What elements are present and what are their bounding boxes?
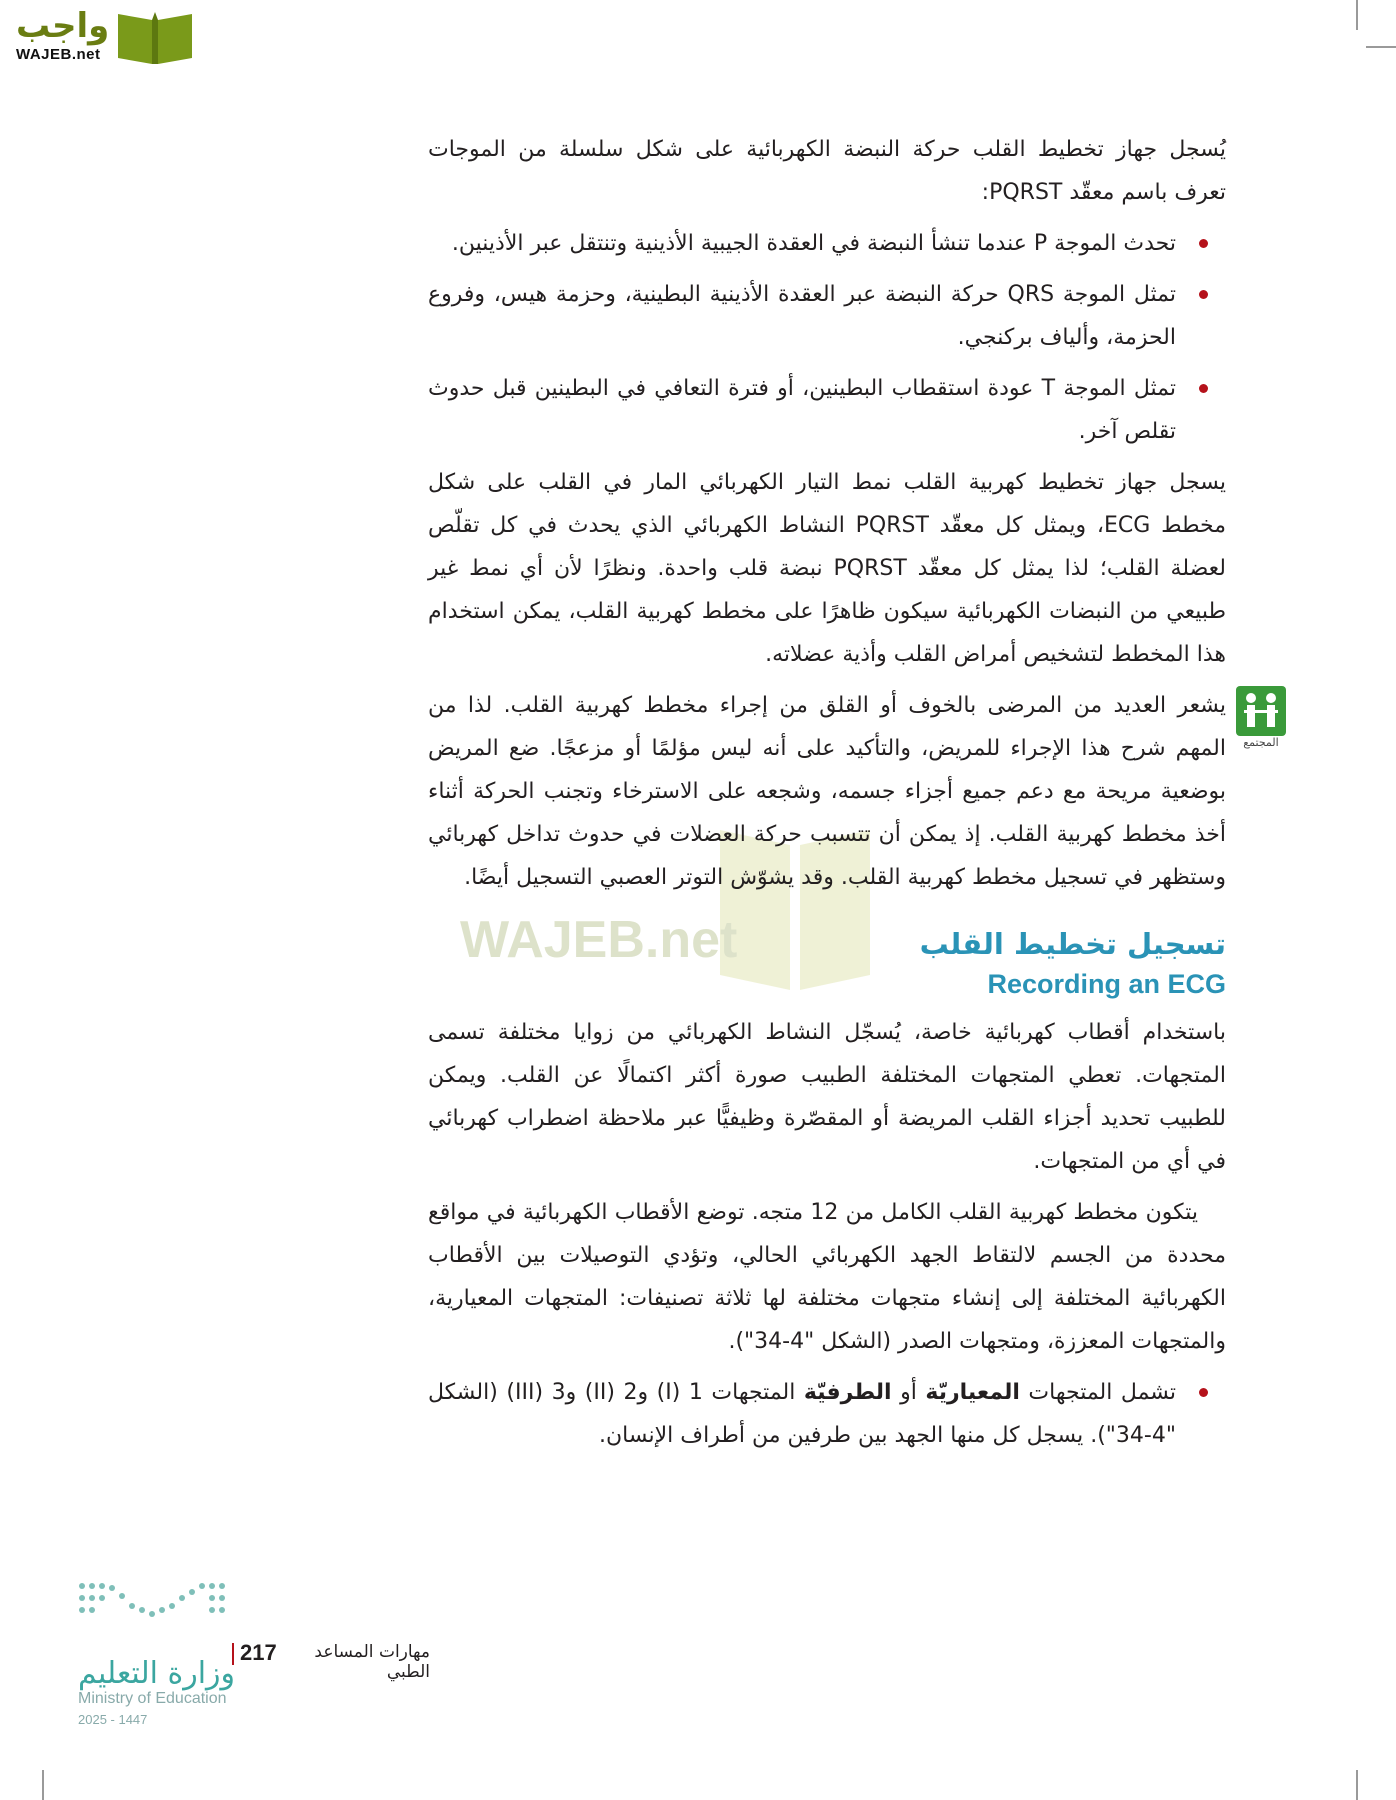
- logo-word: واجب: [16, 6, 110, 46]
- bold-term: المعياريّة: [925, 1380, 1020, 1405]
- crop-mark: [1356, 1770, 1358, 1800]
- people-icon: [1236, 686, 1286, 736]
- ministry-name-en: Ministry of Education: [78, 1690, 227, 1707]
- bullet-text: المتجهات 1 (I) و2 (II) و3 (III) (الشكل "4-34"). يسجل كل منها الجهد بين طرفين من أطراف الإنسان.: [428, 1380, 1176, 1448]
- crop-mark: [1356, 0, 1358, 30]
- footer: [70, 1580, 430, 1730]
- section-title-en: Recording an ECG: [987, 969, 1226, 999]
- paragraph: يتكون مخطط كهربية القلب الكامل من 12 متجه. توضع الأقطاب الكهربائية في مواقع محددة من الجسم لالتقاط الجهد الكهربائي الحالي، وتؤدي التوصيلات بين الأقطاب الكهربائية المختلفة إلى إنشاء متجهات مختلفة لها ثلاثة تصنيفات: المتجهات المعيارية، والمتجهات المعززة، ومتجهات الصدر (الشكل "4-34").: [428, 1200, 1226, 1354]
- main-content: [428, 128, 1279, 1465]
- crop-mark: [1366, 46, 1396, 48]
- paragraph: يسجل جهاز تخطيط كهربية القلب نمط التيار الكهربائي المار في القلب على شكل مخطط ECG، ويمثل كل معقّد PQRST النشاط الكهربائي الذي يحدث في كل تقلّص لعضلة القلب؛ لذا يمثل كل معقّد PQRST نبضة قلب واحدة. ونظرًا لأن أي نمط غير طبيعي من النبضات الكهربائية سيكون ظاهرًا على مخطط كهربية القلب، يمكن استخدام هذا المخطط لتشخيص أمراض القلب وأذية عضلاته.: [428, 470, 1226, 667]
- book-icon: [114, 6, 196, 66]
- ministry-year: 2025 - 1447: [78, 1712, 148, 1727]
- community-block: [428, 684, 1279, 899]
- community-icon-box: [1236, 686, 1286, 736]
- bullet-list: [428, 1371, 1226, 1457]
- logo-sub: WAJEB.net: [16, 46, 101, 63]
- ministry-name-ar: وزارة التعليم: [78, 1656, 236, 1691]
- bullet-text: أو: [891, 1380, 926, 1405]
- community-label: المجتمع: [1243, 736, 1279, 749]
- book-title: مهارات المساعد الطبي: [314, 1642, 430, 1682]
- section-title-ar: تسجيل تخطيط القلب: [919, 927, 1226, 961]
- crop-mark: [42, 1770, 44, 1800]
- list-item: تحدث الموجة P عندما تنشأ النبضة في العقدة الجيبية الأذينية وتنتقل عبر الأذينين.: [428, 222, 1176, 265]
- page-number: 217: [240, 1640, 277, 1665]
- bullet-text: تشمل المتجهات: [1019, 1380, 1177, 1405]
- watermark-text: WAJEB.net: [460, 911, 738, 969]
- bullet-list: [428, 222, 1226, 453]
- bold-term: الطرفيّة: [803, 1380, 892, 1405]
- ministry-logo-icon: [76, 1580, 236, 1630]
- paragraph: يُسجل جهاز تخطيط القلب حركة النبضة الكهربائية على شكل سلسلة من الموجات تعرف باسم معقّد PQRST:: [428, 137, 1226, 205]
- paragraph: باستخدام أقطاب كهربائية خاصة، يُسجّل النشاط الكهربائي من زوايا مختلفة تسمى المتجهات. تعطي المتجهات المختلفة الطبيب صورة أكثر اكتمالًا عن القلب. ويمكن للطبيب تحديد أجزاء القلب المريضة أو المقصّرة وظيفيًّا عبر ملاحظة اضطراب كهربائي في أي من المتجهات.: [428, 1020, 1226, 1174]
- list-item: تمثل الموجة QRS حركة النبضة عبر العقدة الأذينية البطينية، وحزمة هيس، وفروع الحزمة، وألياف بركنجي.: [428, 273, 1176, 359]
- list-item: تمثل الموجة T عودة استقطاب البطينين، أو فترة التعافي في البطينين قبل حدوث تقلص آخر.: [428, 367, 1176, 453]
- community-icon: [1234, 686, 1288, 752]
- list-item: [428, 1371, 1176, 1457]
- wajeb-logo[interactable]: [10, 4, 190, 68]
- paragraph: يشعر العديد من المرضى بالخوف أو القلق من إجراء مخطط كهربية القلب. لذا من المهم شرح هذا الإجراء للمريض، والتأكيد على أنه ليس مؤلمًا أو مزعجًا. ضع المريض بوضعية مريحة مع دعم جميع أجزاء جسمه، وشجعه على الاسترخاء وتجنب الحركة أثناء أخذ مخطط كهربية القلب. إذ يمكن أن تتسبب حركة العضلات في حدوث تداخل كهربائي وستظهر في تسجيل مخطط كهربية القلب. وقد يشوّش التوتر العصبي التسجيل أيضًا.: [428, 693, 1226, 890]
